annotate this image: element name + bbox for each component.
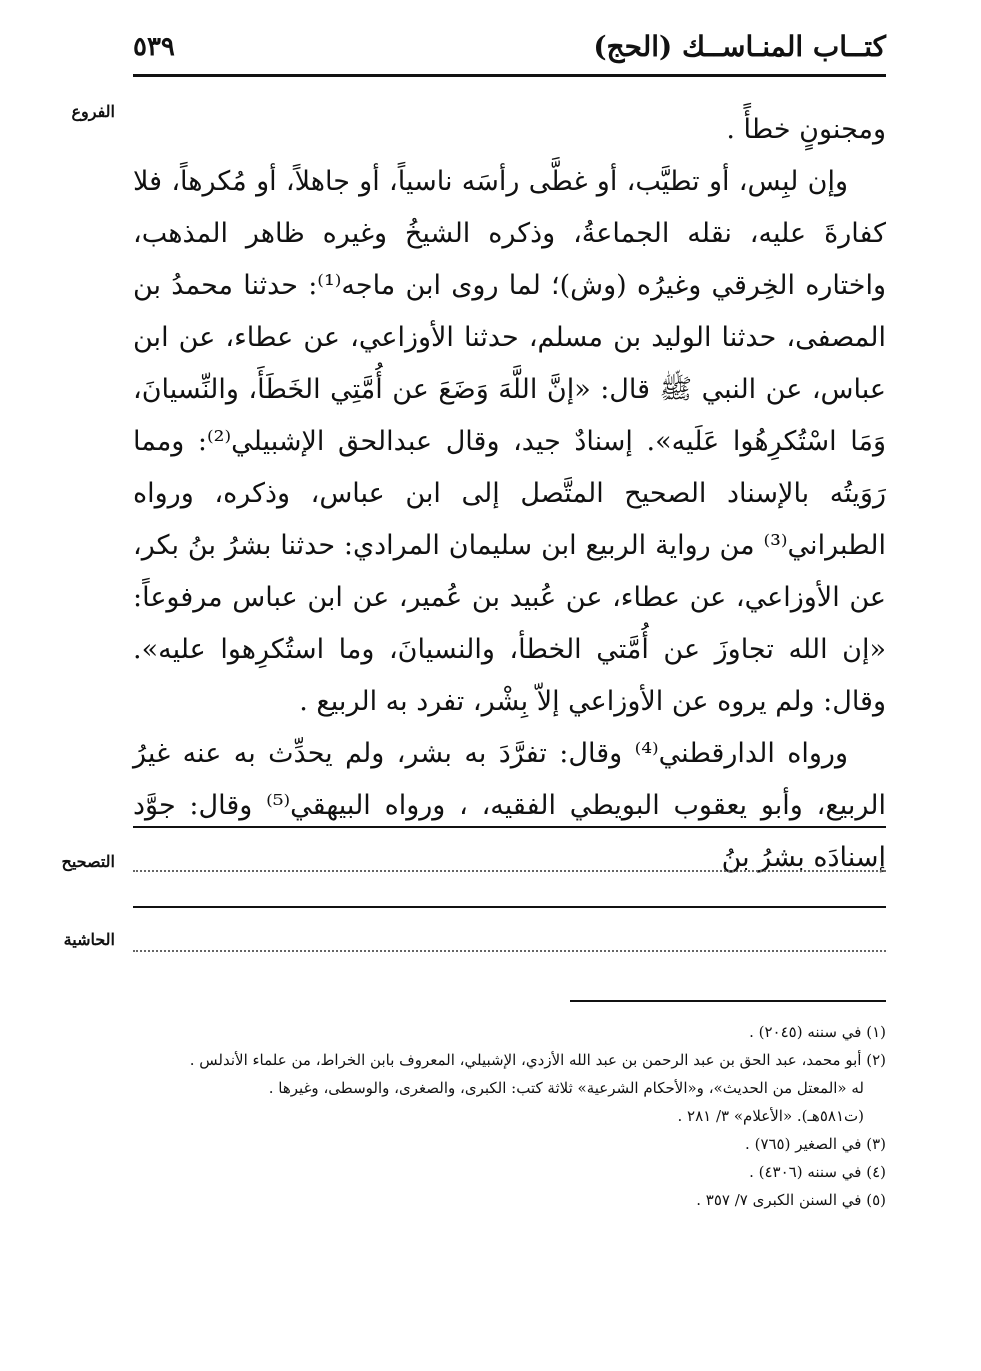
margin-label-tashih: التصحيح	[61, 852, 115, 871]
margin-label-hashiya: الحاشية	[63, 930, 115, 949]
margin-label-furu: الفروع	[71, 102, 115, 121]
footnote-3: (٣) في الصغير (٧٦٥) .	[745, 1135, 886, 1153]
hashiya-dotted-line	[133, 950, 886, 952]
page-header	[133, 30, 886, 72]
paragraph-2: وإن لبِس، أو تطيَّب، أو غطَّى رأسَه ناسياً، أو جاهلاً، أو مُكرهاً، فلا كفارةَ عليه، نقله الجماعةُ، وذكره الشيخُ وغيره ظاهر المذهب، واختاره الخِرقي وغيرُه (وش)؛ لما روى ابن ماجه⁽¹⁾: حدثنا محمدُ بن المصفى، حدثنا الوليد بن مسلم، حدثنا الأوزاعي، عن عطاء، عن ابن عباس، عن النبي ﷺ قال: «إنَّ اللَّهَ وَضَعَ عن أُمَّتِي الخَطَأَ، والنِّسيانَ، وَمَا اسْتُكرِهُوا عَلَيه». إسنادٌ جيد، وقال عبدالحق الإشبيلي⁽²⁾: ومما رَوَيتُه بالإسناد الصحيح المتَّصل إلى ابن عباس، وذكره، ورواه الطبراني⁽³⁾ من رواية الربيع ابن سليمان المرادي: حدثنا بشرُ بنُ بكر، عن الأوزاعي، عن عطاء، عن عُبيد بن عُمير، عن ابن عباس مرفوعاً: «إن الله تجاوزَ عن أُمَّتي الخطأ، والنسيانَ، وما استُكرِهوا عليه». وقال: ولم يروه عن الأوزاعي إلاّ بِشْر، تفرد به الربيع .	[133, 166, 886, 717]
footnote-2-continuation: (ت٥٨١هـ). «الأعلام» ٣/ ٢٨١ .	[677, 1107, 864, 1125]
tashih-dotted-line	[133, 870, 886, 872]
paragraph-1: ومجنونٍ خطأً .	[726, 114, 886, 145]
footnote-5: (٥) في السنن الكبرى ٧/ ٣٥٧ .	[696, 1191, 886, 1209]
tashih-top-rule	[133, 826, 886, 828]
footnote-2-continuation: له «المعتل من الحديث»، و«الأحكام الشرعية» ثلاثة كتب: الكبرى، والصغرى، والوسطى، وغيرها .	[268, 1079, 864, 1097]
running-title: كتــاب المنـاســك (الحج)	[593, 30, 886, 63]
footnote-4: (٤) في سننه (٤٣٠٦) .	[749, 1163, 886, 1181]
hashiya-top-rule	[133, 906, 886, 908]
paragraph-3: ورواه الدارقطني⁽⁴⁾ وقال: تفرَّدَ به بشر، ولم يحدِّث به عنه غيرُ الربيع، وأبو يعقوب البويطي الفقيه، ، ورواه البيهقي⁽⁵⁾ وقال: جوَّد إسنادَه بشرُ بنُ	[133, 738, 886, 873]
page-number: ٥٣٩	[133, 32, 175, 62]
footnotes	[133, 1018, 886, 1214]
footnote-2: (٢) أبو محمد، عبد الحق بن عبد الرحمن بن عبد الله الأزدي، الإشبيلي، المعروف بابن الخراط، من علماء الأندلس .	[189, 1051, 886, 1069]
footnote-separator	[570, 1000, 886, 1002]
header-rule	[133, 74, 886, 77]
main-text	[133, 104, 886, 884]
footnote-1: (١) في سننه (٢٠٤٥) .	[749, 1023, 886, 1041]
